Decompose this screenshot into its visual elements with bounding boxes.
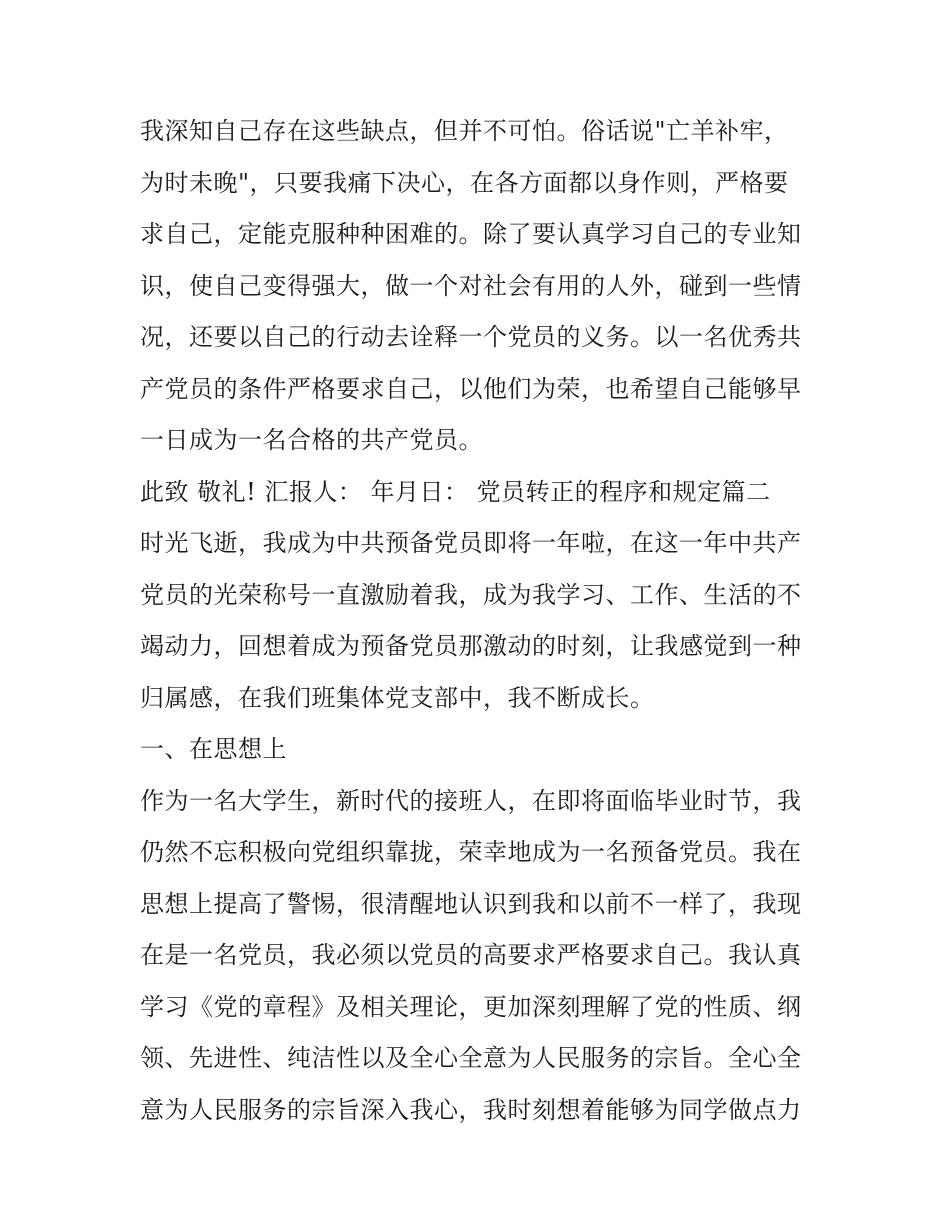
text-line: 为时未晚"，只要我痛下决心，在各方面都以身作则，严格要	[140, 168, 789, 197]
section-heading: 一、在思想上	[140, 735, 287, 763]
text-line: 识，使自己变得强大，做一个对社会有用的人外，碰到一些情	[140, 271, 802, 300]
text-line: 思想上提高了警惕，很清醒地认识到我和以前不一样了，我现	[140, 889, 802, 918]
text-line: 一日成为一名合格的共产党员。	[140, 426, 483, 454]
text-line: 意为人民服务的宗旨深入我心，我时刻想着能够为同学做点力	[140, 1095, 802, 1124]
text-line: 我深知自己存在这些缺点，但并不可怕。俗话说"亡羊补牢，	[140, 117, 789, 145]
text-line: 时光飞逝，我成为中共预备党员即将一年啦，在这一年中共产	[140, 529, 802, 557]
text-line: 产党员的条件严格要求自己，以他们为荣，也希望自己能够早	[140, 374, 802, 403]
text-line: 归属感，在我们班集体党支部中，我不断成长。	[140, 683, 655, 712]
text-line: 求自己，定能克服种种困难的。除了要认真学习自己的专业知	[140, 220, 802, 248]
text-line: 作为一名大学生，新时代的接班人，在即将面临毕业时节，我	[140, 786, 802, 815]
closing-line: 此致 敬礼! 汇报人： 年月日： 党员转正的程序和规定篇二	[140, 477, 771, 506]
text-line: 学习《党的章程》及相关理论，更加深刻理解了党的性质、纲	[140, 992, 802, 1021]
text-line: 况，还要以自己的行动去诠释一个党员的义务。以一名优秀共	[140, 323, 802, 351]
document-body	[140, 106, 820, 1136]
text-line: 领、先进性、纯洁性以及全心全意为人民服务的宗旨。全心全	[140, 1044, 802, 1072]
text-line: 在是一名党员，我必须以党员的高要求严格要求自己。我认真	[140, 941, 802, 969]
text-line: 仍然不忘积极向党组织靠拢，荣幸地成为一名预备党员。我在	[140, 838, 802, 866]
text-line: 竭动力，回想着成为预备党员那激动的时刻，让我感觉到一种	[140, 632, 802, 660]
text-line: 党员的光荣称号一直激励着我，成为我学习、工作、生活的不	[140, 580, 802, 609]
